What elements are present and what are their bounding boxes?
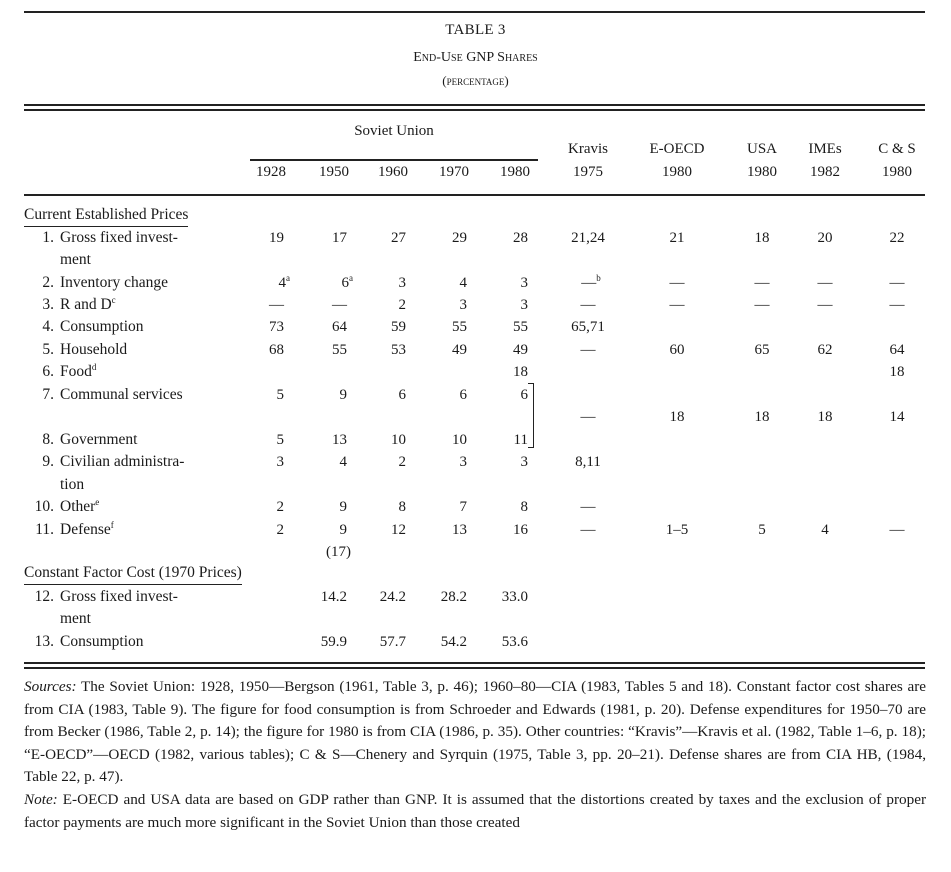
value-cell [867, 519, 927, 541]
sources-label: Sources: [24, 678, 77, 695]
value-cell [427, 227, 467, 249]
row-number: 13. [34, 633, 54, 650]
row-label-continuation: tion [60, 476, 85, 493]
value-text: — [669, 297, 685, 313]
column-header-group: E-OECD [649, 141, 705, 157]
value-cell [427, 496, 467, 518]
table-title: TABLE 3 [445, 22, 506, 38]
value-cell [558, 316, 618, 338]
value-text: 21,24 [571, 230, 605, 246]
row-label [24, 272, 168, 294]
value-text: 55 [452, 319, 467, 335]
value-text: 4 [459, 275, 467, 291]
value-text: — [580, 342, 596, 358]
value-cell [647, 272, 707, 294]
value-text: 7 [459, 499, 467, 515]
value-text: 16 [513, 522, 528, 538]
value-cell [427, 316, 467, 338]
row-label [24, 631, 144, 653]
row-label [24, 339, 127, 361]
value-cell [427, 519, 467, 541]
value-text: 9 [339, 522, 347, 538]
value-text: 9 [339, 387, 347, 403]
value-text: 59 [391, 319, 406, 335]
value-text: 5 [276, 387, 284, 403]
value-text: 22 [889, 230, 905, 246]
row-label [24, 361, 96, 383]
value-cell [366, 316, 406, 338]
value-cell [867, 272, 927, 294]
value-text: 28 [513, 230, 528, 246]
footnote-marker: d [91, 362, 97, 372]
row-label-text: Food [60, 363, 92, 380]
value-cell [867, 227, 927, 249]
table-notes [24, 676, 926, 834]
value-cell [307, 631, 347, 653]
value-text: — [581, 275, 597, 291]
value-text: 53.6 [501, 634, 528, 650]
row-number: 8. [42, 431, 54, 448]
value-text: — [889, 275, 905, 291]
column-header-group: IMEs [808, 141, 842, 157]
footnote-marker: e [95, 497, 100, 507]
value-cell [732, 294, 792, 316]
value-text: 2 [276, 522, 284, 538]
bracketed-cell: 14 [889, 409, 905, 425]
value-text: 29 [452, 230, 467, 246]
value-cell [488, 451, 528, 473]
value-text: 4 [278, 275, 286, 291]
value-text: 49 [452, 342, 467, 358]
row-number: 7. [42, 386, 54, 403]
value-cell [307, 429, 347, 451]
value-cell [558, 519, 618, 541]
value-cell-extra: (17) [326, 544, 351, 560]
value-cell [427, 586, 467, 608]
column-header-year: 1950 [319, 164, 349, 180]
value-cell [558, 227, 618, 249]
value-text: 3 [459, 297, 467, 313]
row-label-text: Civilian administra- [60, 453, 185, 470]
footnote-marker: f [110, 520, 114, 530]
row-label [24, 451, 184, 473]
value-cell [647, 339, 707, 361]
value-cell [427, 272, 467, 294]
value-text: — [754, 297, 770, 313]
column-header-year: 1982 [810, 164, 840, 180]
value-cell [366, 586, 406, 608]
row-label [24, 384, 183, 406]
value-cell [647, 519, 707, 541]
value-cell [307, 451, 347, 473]
row-label-text: Gross fixed invest- [60, 229, 178, 246]
value-cell [558, 496, 618, 518]
value-cell [244, 451, 284, 473]
row-number: 9. [42, 453, 54, 470]
value-text: 5 [276, 432, 284, 448]
bracketed-cell: 18 [754, 409, 770, 425]
value-text: — [889, 297, 905, 313]
value-cell [795, 227, 855, 249]
value-text: 18 [889, 364, 905, 380]
row-label-text: Consumption [60, 318, 144, 335]
value-text: — [669, 275, 685, 291]
row-label [24, 316, 144, 338]
value-cell [366, 519, 406, 541]
footnote-marker: a [349, 273, 353, 283]
value-cell [795, 519, 855, 541]
value-text: 49 [513, 342, 528, 358]
row-label-text: Inventory change [60, 274, 169, 291]
value-text: 57.7 [379, 634, 406, 650]
value-text: — [332, 297, 347, 313]
bracketed-cell: 18 [669, 409, 685, 425]
value-cell [732, 519, 792, 541]
row-label [24, 227, 178, 249]
bottom-double-rule-top [24, 662, 925, 664]
value-cell [427, 429, 467, 451]
row-label [24, 429, 137, 451]
row-label-text: Household [60, 341, 128, 358]
value-cell [307, 339, 347, 361]
value-text: — [817, 297, 833, 313]
value-text: 5 [758, 522, 766, 538]
value-cell [647, 294, 707, 316]
row-label-text: Gross fixed invest- [60, 588, 178, 605]
value-text: 2 [398, 454, 406, 470]
value-text: 8,11 [575, 454, 601, 470]
value-text: 13 [332, 432, 347, 448]
value-text: 10 [452, 432, 467, 448]
value-cell [488, 272, 528, 294]
column-header-year: 1975 [573, 164, 603, 180]
value-cell [366, 272, 406, 294]
value-cell [867, 339, 927, 361]
value-text: 3 [276, 454, 284, 470]
footnote-marker: b [596, 273, 601, 283]
column-header-group: Kravis [568, 141, 608, 157]
value-cell [488, 586, 528, 608]
table-subtitle: End-Use GNP Shares [413, 50, 538, 65]
value-text: 73 [269, 319, 284, 335]
value-text: 2 [276, 499, 284, 515]
value-cell [244, 316, 284, 338]
value-text: 9 [339, 499, 347, 515]
header-double-rule-top [24, 104, 925, 106]
row-number: 6. [42, 363, 54, 380]
value-cell [244, 496, 284, 518]
value-text: 64 [332, 319, 347, 335]
value-text: 8 [398, 499, 406, 515]
table-unit: (percentage) [442, 73, 509, 88]
value-text: 4 [821, 522, 829, 538]
column-header-year: 1928 [256, 164, 286, 180]
bracketed-cell: 18 [817, 409, 833, 425]
value-cell [795, 272, 855, 294]
value-text: — [580, 297, 596, 313]
value-text: 3 [520, 454, 528, 470]
value-text: 6 [398, 387, 406, 403]
bracket-7-8 [528, 383, 534, 448]
row-label-text: Consumption [60, 633, 144, 650]
value-cell [488, 496, 528, 518]
value-text: 4 [339, 454, 347, 470]
column-header-year: 1980 [500, 164, 530, 180]
value-text: 6 [459, 387, 467, 403]
row-label-text: R and D [60, 296, 112, 313]
value-cell [366, 631, 406, 653]
value-text: 21 [669, 230, 685, 246]
value-cell [250, 272, 290, 294]
value-text: 17 [332, 230, 347, 246]
footnote-marker: a [286, 273, 290, 283]
value-text: 3 [520, 275, 528, 291]
value-text: 14.2 [320, 589, 347, 605]
value-cell [867, 361, 927, 383]
value-text: 3 [459, 454, 467, 470]
sources-text: The Soviet Union: 1928, 1950—Bergson (1961, Table 3, p. 46); 1960–80—CIA (1983, Tables 5 and 18). Constant factor cost shares are from CIA (1983, Table 9). The figure for food consumption is from Schroeder and Edwards (1981, p. 20). Defense expenditures for 1950–70 are from Becker (1986, Table 2, p. 14); the figure for 1980 is from CIA (1986, p. 35). Other countries: “Kravis”—Kravis et al. (1982, Table 1–6, p. 18); “E-OECD”—OECD (1982, various tables); C & S—Chenery and Syrquin (1975, Table 3, pp. 20–21). Defense shares are from CIA HB, (1984, Table 22, p. 47). [24, 678, 926, 786]
value-cell [488, 339, 528, 361]
row-label [24, 519, 114, 541]
value-cell [244, 227, 284, 249]
value-text: 65,71 [571, 319, 605, 335]
value-text: 6 [341, 275, 349, 291]
value-cell [488, 429, 528, 451]
value-cell [366, 294, 406, 316]
value-cell [732, 227, 792, 249]
value-text: 68 [269, 342, 284, 358]
value-text: — [817, 275, 833, 291]
column-header-year: 1980 [882, 164, 912, 180]
value-text: 19 [269, 230, 284, 246]
value-cell [795, 339, 855, 361]
value-text: 64 [889, 342, 905, 358]
column-header-group: C & S [878, 141, 916, 157]
row-label-continuation: ment [60, 610, 91, 627]
row-label-text: Other [60, 498, 96, 515]
row-number: 11. [35, 521, 54, 538]
row-number: 5. [42, 341, 54, 358]
value-cell [307, 384, 347, 406]
value-cell [366, 496, 406, 518]
value-cell [867, 294, 927, 316]
value-cell [558, 294, 618, 316]
value-text: 60 [669, 342, 685, 358]
value-cell [427, 339, 467, 361]
row-number: 3. [42, 296, 54, 313]
value-cell [647, 227, 707, 249]
value-text: 62 [817, 342, 833, 358]
value-cell [488, 384, 528, 406]
value-cell [427, 294, 467, 316]
value-text: — [889, 522, 905, 538]
row-label-text: Communal services [60, 386, 183, 403]
column-header-group: USA [746, 141, 777, 157]
value-cell [244, 519, 284, 541]
bottom-double-rule-bottom [24, 667, 925, 669]
value-cell [307, 227, 347, 249]
value-text: — [269, 297, 284, 313]
value-cell [366, 429, 406, 451]
value-cell [313, 272, 353, 294]
value-cell [427, 451, 467, 473]
column-header-year: 1980 [662, 164, 692, 180]
value-cell [488, 294, 528, 316]
value-cell [244, 384, 284, 406]
value-cell [244, 429, 284, 451]
value-cell [488, 227, 528, 249]
value-text: 59.9 [320, 634, 347, 650]
note-label: Note: [24, 790, 58, 808]
value-cell [307, 519, 347, 541]
value-cell [561, 272, 621, 294]
value-text: 10 [391, 432, 406, 448]
value-cell [488, 361, 528, 383]
value-text: 65 [754, 342, 770, 358]
value-text: 1–5 [665, 522, 689, 538]
row-label-text: Government [60, 431, 138, 448]
value-text: — [754, 275, 770, 291]
row-number: 10. [34, 498, 54, 515]
note-paragraph [24, 789, 926, 834]
row-number: 1. [42, 229, 54, 246]
value-cell [427, 384, 467, 406]
section-title: Constant Factor Cost (1970 Prices) [24, 563, 242, 585]
value-cell [366, 384, 406, 406]
column-header-year: 1970 [439, 164, 469, 180]
value-text: 3 [398, 275, 406, 291]
row-label-text: Defense [60, 521, 111, 538]
value-text: — [580, 522, 596, 538]
value-cell [795, 294, 855, 316]
value-text: — [580, 499, 596, 515]
row-label [24, 496, 99, 518]
row-label [24, 586, 178, 608]
value-cell [307, 294, 347, 316]
value-text: 53 [391, 342, 406, 358]
row-number: 2. [42, 274, 54, 291]
column-header-year: 1960 [378, 164, 408, 180]
value-text: 6 [520, 387, 528, 403]
header-bottom-rule [24, 194, 925, 196]
sources-paragraph [24, 676, 926, 789]
value-text: 18 [513, 364, 528, 380]
value-text: 12 [391, 522, 406, 538]
row-number: 4. [42, 318, 54, 335]
value-text: 55 [332, 342, 347, 358]
row-label-continuation: ment [60, 251, 91, 268]
value-cell [307, 586, 347, 608]
bracketed-cell: — [580, 409, 596, 425]
value-text: 33.0 [501, 589, 528, 605]
value-cell [488, 631, 528, 653]
row-number: 12. [34, 588, 54, 605]
value-text: 20 [817, 230, 833, 246]
row-label [24, 294, 116, 316]
value-text: 55 [513, 319, 528, 335]
value-text: 13 [452, 522, 467, 538]
value-cell [307, 496, 347, 518]
top-rule [24, 11, 925, 13]
value-cell [307, 316, 347, 338]
value-cell [366, 451, 406, 473]
value-text: 28.2 [440, 589, 467, 605]
value-cell [427, 631, 467, 653]
value-cell [366, 339, 406, 361]
header-double-rule-bottom [24, 109, 925, 111]
value-cell [366, 227, 406, 249]
value-cell [732, 272, 792, 294]
value-cell [558, 339, 618, 361]
footnote-marker: c [111, 295, 116, 305]
value-cell [732, 339, 792, 361]
note-text: E-OECD and USA data are based on GDP rather than GNP. It is assumed that the distortions created by taxes and the exclusion of proper factor payments are much more significant in the Soviet Union than those created [24, 790, 926, 831]
value-text: 24.2 [379, 589, 406, 605]
value-text: 18 [754, 230, 770, 246]
value-cell [244, 294, 284, 316]
value-text: 27 [391, 230, 406, 246]
value-text: 2 [398, 297, 406, 313]
value-cell [488, 519, 528, 541]
value-text: 3 [520, 297, 528, 313]
value-text: 54.2 [440, 634, 467, 650]
value-text: 11 [513, 432, 528, 448]
section-title: Current Established Prices [24, 205, 188, 227]
value-cell [244, 339, 284, 361]
value-text: 8 [520, 499, 528, 515]
value-cell [488, 316, 528, 338]
value-cell [558, 451, 618, 473]
column-header-year: 1980 [747, 164, 777, 180]
spanner-soviet-union: Soviet Union [354, 123, 434, 139]
